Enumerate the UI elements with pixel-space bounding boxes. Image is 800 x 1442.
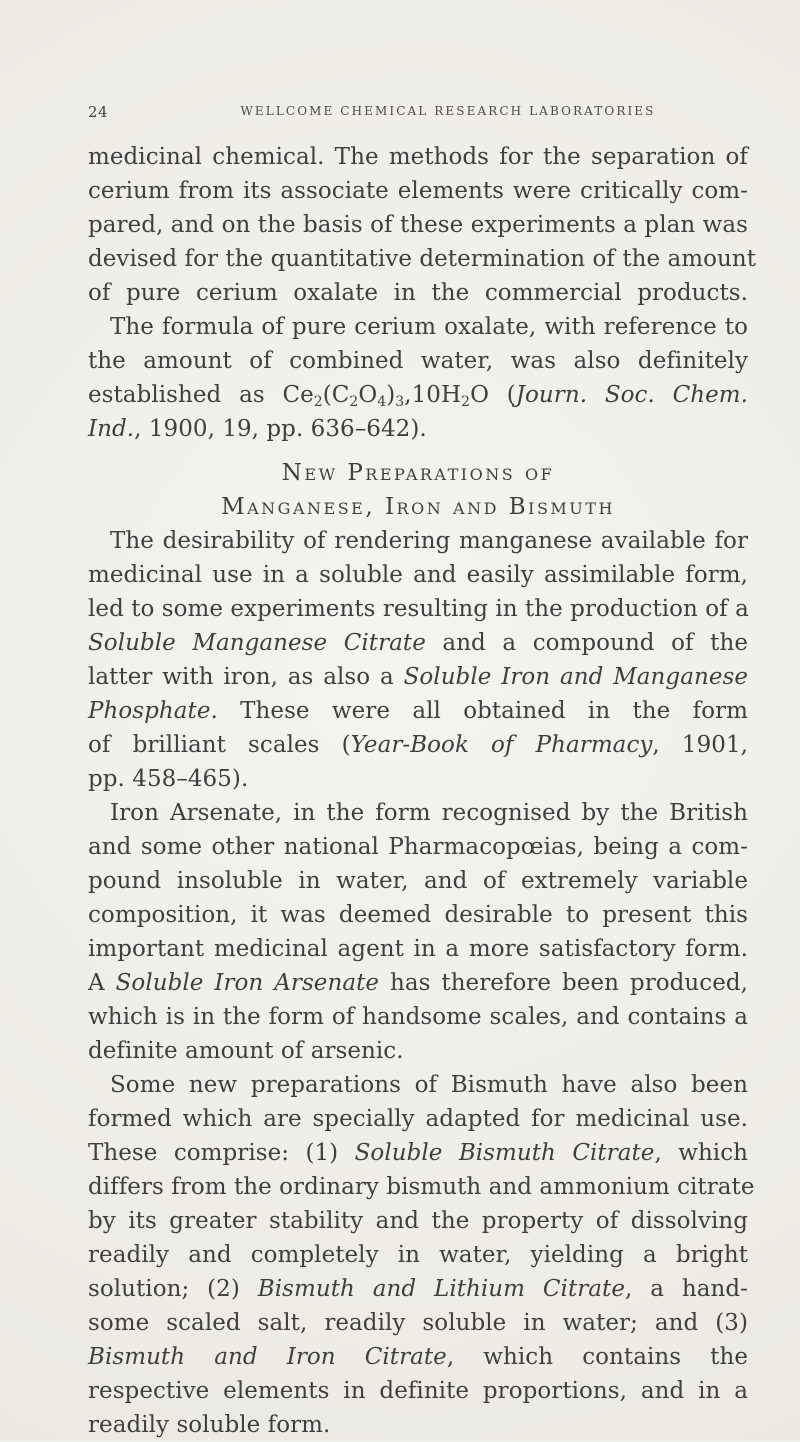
text-fragment: established as Ce xyxy=(88,382,314,408)
text-fragment: , which contains the xyxy=(446,1344,748,1370)
text-line: differs from the ordinary bismuth and ammonium citrate xyxy=(88,1174,755,1200)
text-fragment: and a compound of the xyxy=(425,630,748,656)
preparation-name: Soluble Manganese Citrate xyxy=(88,630,426,656)
text-line: pared, and on the basis of these experiments a plan was xyxy=(88,212,748,238)
text-line xyxy=(88,694,748,728)
text-fragment: . These were all obtained in the form xyxy=(210,698,748,724)
text-line: medicinal use in a soluble and easily assimilable form, xyxy=(88,562,748,588)
text-line: Some new preparations of Bismuth have also been xyxy=(110,1072,748,1098)
text-line: pound insoluble in water, and of extremely variable xyxy=(88,868,748,894)
section-heading-line-1: New Preparations of xyxy=(281,460,555,486)
paragraph-cerium xyxy=(88,140,757,446)
text-fragment: latter with iron, as also a xyxy=(88,664,404,690)
text-fragment: A xyxy=(88,970,116,996)
journal-citation-cont: Ind. xyxy=(88,416,135,442)
text-line xyxy=(88,728,748,762)
text-line: The desirability of rendering manganese available for xyxy=(110,528,748,554)
text-fragment: O ( xyxy=(470,382,516,408)
text-line: of pure cerium oxalate in the commercial products. xyxy=(88,280,748,306)
running-head-title: WELLCOME CHEMICAL RESEARCH LABORATORIES xyxy=(240,104,656,118)
text-line: Iron Arsenate, in the form recognised by the British xyxy=(110,800,748,826)
text-line: pp. 458–465). xyxy=(88,766,249,792)
text-line: led to some experiments resulting in the production of a xyxy=(88,596,749,622)
text-line: definite amount of arsenic. xyxy=(88,1038,404,1064)
citation-details: , 1901, xyxy=(652,732,748,758)
journal-citation: Year-Book of Pharmacy xyxy=(350,732,653,758)
text-line: cerium from its associate elements were critically com- xyxy=(88,178,748,204)
text-fragment: ) xyxy=(386,382,396,408)
paragraph-bismuth xyxy=(88,1068,755,1442)
text-fragment: ,10H xyxy=(404,382,462,408)
text-line: readily soluble form. xyxy=(88,1412,331,1438)
formula-line xyxy=(88,378,748,412)
text-line: respective elements in definite proportions, and in a xyxy=(88,1378,748,1404)
subscript: 3 xyxy=(395,394,405,410)
text-line: which is in the form of handsome scales, and contains a xyxy=(88,1004,748,1030)
running-head xyxy=(88,103,748,127)
paragraph-iron-arsenate xyxy=(88,796,748,1068)
citation-details: , 1900, 19, pp. 636–642). xyxy=(134,416,427,442)
text-fragment: (C xyxy=(322,382,350,408)
preparation-name: Bismuth and Iron Citrate xyxy=(88,1344,447,1370)
text-line: and some other national Pharmacopœias, being a com- xyxy=(88,834,748,860)
text-line xyxy=(88,626,748,660)
text-line xyxy=(88,412,748,446)
text-line xyxy=(88,1136,748,1170)
page-number: 24 xyxy=(88,103,109,121)
text-line: by its greater stability and the property of dissolving xyxy=(88,1208,748,1234)
text-fragment: These comprise: (1) xyxy=(88,1140,355,1166)
text-line: composition, it was deemed desirable to present this xyxy=(88,902,748,928)
text-line xyxy=(88,660,748,694)
text-line: devised for the quantitative determination of the amount xyxy=(88,246,757,272)
text-fragment: , which xyxy=(654,1140,749,1166)
journal-citation: Journ. Soc. Chem. xyxy=(515,382,748,408)
section-heading-line-2: Manganese, Iron and Bismuth xyxy=(221,494,615,520)
subscript: 2 xyxy=(461,394,471,410)
subscript: 2 xyxy=(313,394,323,410)
text-fragment: of brilliant scales ( xyxy=(88,732,351,758)
subscript: 2 xyxy=(349,394,359,410)
subscript: 4 xyxy=(377,394,387,410)
paragraph-manganese xyxy=(88,524,748,796)
text-fragment: solution; (2) xyxy=(88,1276,258,1302)
preparation-name: Phosphate xyxy=(88,698,211,724)
text-line: some scaled salt, readily soluble in water; and (3) xyxy=(88,1310,748,1336)
text-fragment: has therefore been produced, xyxy=(379,970,748,996)
preparation-name: Soluble Bismuth Citrate xyxy=(354,1140,655,1166)
text-line: the amount of combined water, was also definitely xyxy=(88,348,748,374)
text-line xyxy=(88,1272,748,1306)
text-fragment: O xyxy=(358,382,378,408)
text-line: readily and completely in water, yielding a bright xyxy=(88,1242,748,1268)
section-gap xyxy=(88,446,748,456)
text-line: important medicinal agent in a more satisfactory form. xyxy=(88,936,748,962)
text-line xyxy=(88,1340,748,1374)
text-line: medicinal chemical. The methods for the separation of xyxy=(88,144,748,170)
preparation-name: Soluble Iron and Manganese xyxy=(403,664,748,690)
section-heading xyxy=(88,456,748,524)
text-fragment: , a hand- xyxy=(625,1276,748,1302)
text-line: formed which are specially adapted for medicinal use. xyxy=(88,1106,748,1132)
page-body xyxy=(88,140,757,1442)
text-line: The formula of pure cerium oxalate, with reference to xyxy=(110,314,748,340)
preparation-name: Soluble Iron Arsenate xyxy=(115,970,380,996)
preparation-name: Bismuth and Lithium Citrate xyxy=(257,1276,626,1302)
text-line xyxy=(88,966,748,1000)
